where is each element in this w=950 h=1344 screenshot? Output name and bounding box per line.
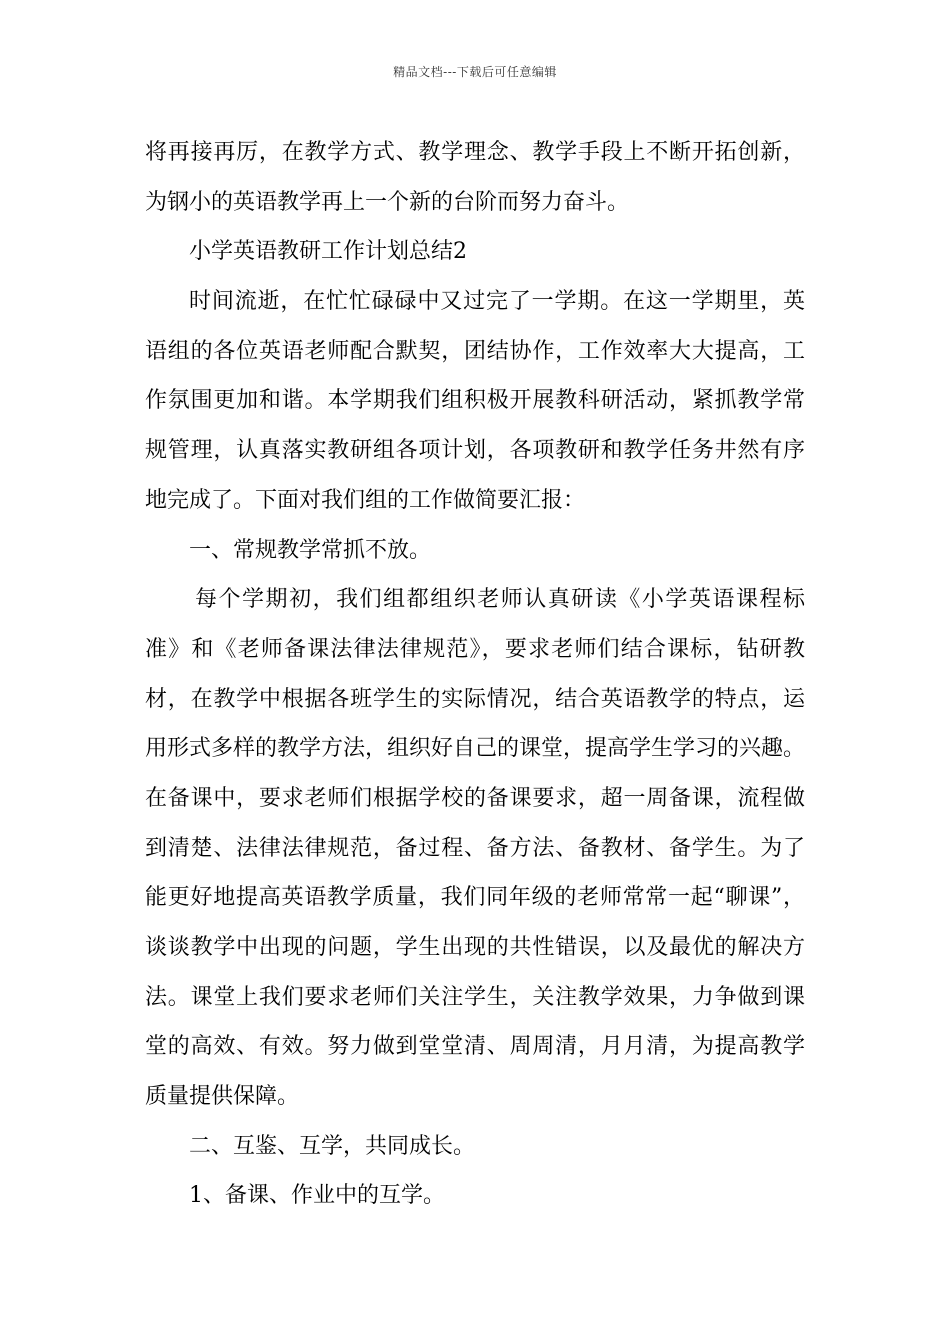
text-line: 在备课中，要求老师们根据学校的备课要求，超一周备课，流程做	[145, 785, 805, 811]
subsection-heading: 1、备课、作业中的互学。	[189, 1183, 445, 1209]
text-line: 用形式多样的教学方法，组织好自己的课堂，提高学生学习的兴趣。	[145, 736, 806, 762]
text-line: 堂的高效、有效。努力做到堂堂清、周周清，月月清，为提高教学	[145, 1034, 805, 1060]
text-line: 每个学期初，我们组都组织老师认真研读《小学英语课程标	[195, 587, 805, 613]
text-line: 将再接再厉，在教学方式、教学理念、教学手段上不断开拓创新，	[145, 140, 805, 165]
text-line: 质量提供保障。	[145, 1084, 300, 1110]
text-line: 规管理，认真落实教研组各项计划，各项教研和教学任务井然有序	[145, 438, 805, 464]
document-body	[145, 128, 805, 1221]
section-heading: 二、互鉴、互学，共同成长。	[189, 1133, 476, 1159]
text-line: 法。课堂上我们要求老师们关注学生，关注教学效果，力争做到课	[145, 984, 805, 1010]
section-heading: 一、常规教学常抓不放。	[189, 537, 432, 563]
text-line: 谈谈教学中出现的问题，学生出现的共性错误，以及最优的解决方	[145, 935, 805, 960]
section-title: 小学英语教研工作计划总结2	[189, 239, 467, 265]
text-line: 时间流逝，在忙忙碌碌中又过完了一学期。在这一学期里，英	[189, 289, 805, 315]
page-header: 精品文档---下载后可任意编辑	[393, 65, 557, 79]
text-line: 作氛围更加和谐。本学期我们组积极开展教科研活动，紧抓教学常	[145, 388, 805, 414]
text-line: 到清楚、法律法律规范，备过程、备方法、备教材、备学生。为了	[145, 835, 805, 861]
text-line: 材，在教学中根据各班学生的实际情况，结合英语教学的特点，运	[145, 686, 805, 712]
text-line: 能更好地提高英语教学质量，我们同年级的老师常常一起“聊课”，	[145, 885, 805, 911]
text-line: 语组的各位英语老师配合默契，团结协作，工作效率大大提高，工	[145, 338, 805, 364]
text-line: 地完成了。下面对我们组的工作做简要汇报：	[145, 487, 586, 513]
text-line: 准》和《老师备课法律法律规范》，要求老师们结合课标，钻研教	[145, 636, 805, 662]
text-line: 为钢小的英语教学再上一个新的台阶而努力奋斗。	[145, 189, 630, 215]
